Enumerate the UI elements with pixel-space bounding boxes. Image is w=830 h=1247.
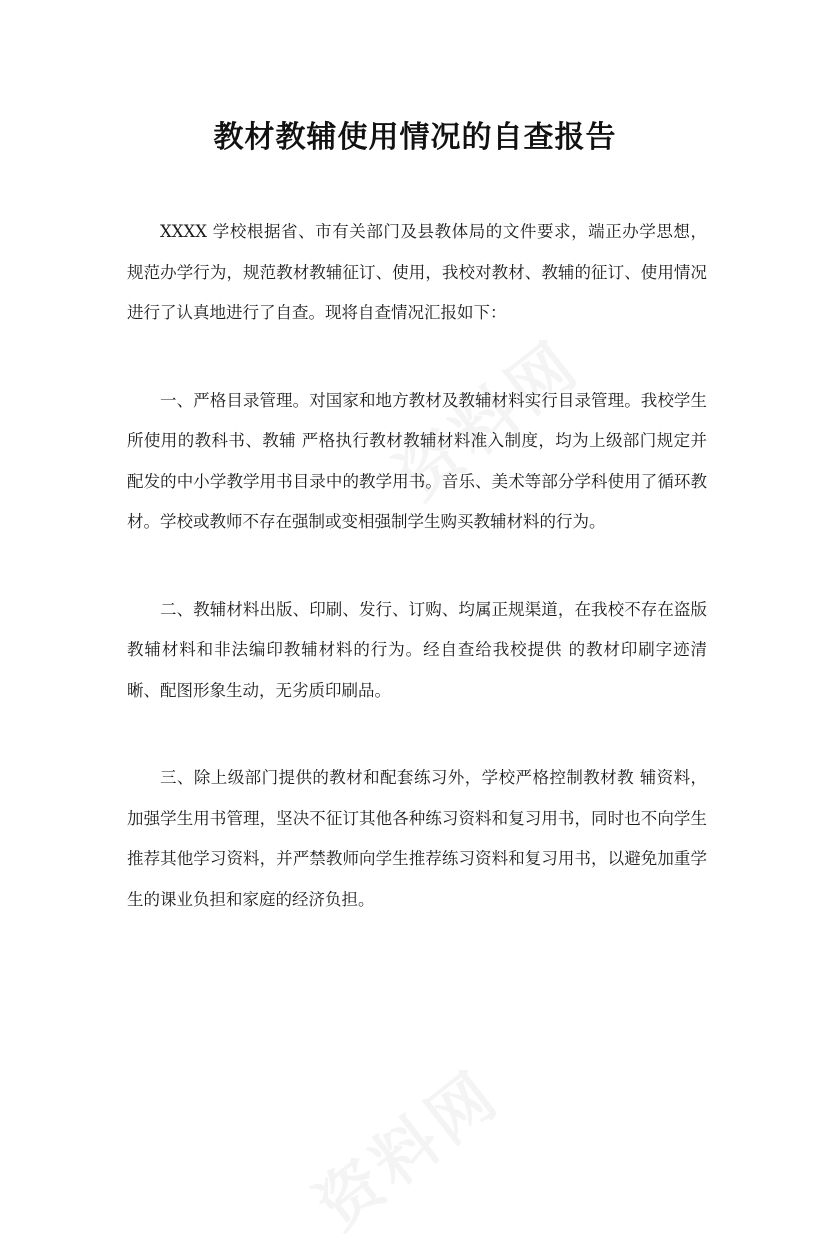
- paragraph-section-3: 三、除上级部门提供的教材和配套练习外，学校严格控制教材教 辅资料，加强学生用书管理，坚决不征订其他各种练习资料和复习用书，同时也不向学生推荐其他学习资料，并严禁教师向学生推荐练习资料和复习用书，以避免加重学生的课业负担和家庭的经济负担。: [127, 768, 707, 909]
- document-body: [127, 212, 707, 920]
- paragraph-section-2: 二、教辅材料出版、印刷、发行、订购、均属正规渠道，在我校不存在盗版教辅材料和非法编印教辅材料的行为。经自查给我校提供 的教材印刷字迹清晰、配图形象生动，无劣质印刷品。: [127, 599, 707, 700]
- watermark: [294, 1045, 516, 1247]
- paragraph-section-1: 一、严格目录管理。对国家和地方教材及教辅材料实行目录管理。我校学生所使用的教科书、教辅 严格执行教材教辅材料准入制度，均为上级部门规定并配发的中小学教学用书目录中的教学用书。音乐、美术等部分学科使用了循环教材。学校或教师不存在强制或变相强制学生购买教辅材料的行为。: [127, 390, 707, 531]
- paragraph-intro: XXXX 学校根据省、市有关部门及县教体局的文件要求，端正办学思想，规范办学行为，规范教材教辅征订、使用，我校对教材、教辅的征订、使用情况进行了认真地进行了自查。现将自查情况汇报如下：: [127, 222, 707, 322]
- page-title: 教材教辅使用情况的自查报告: [213, 120, 617, 155]
